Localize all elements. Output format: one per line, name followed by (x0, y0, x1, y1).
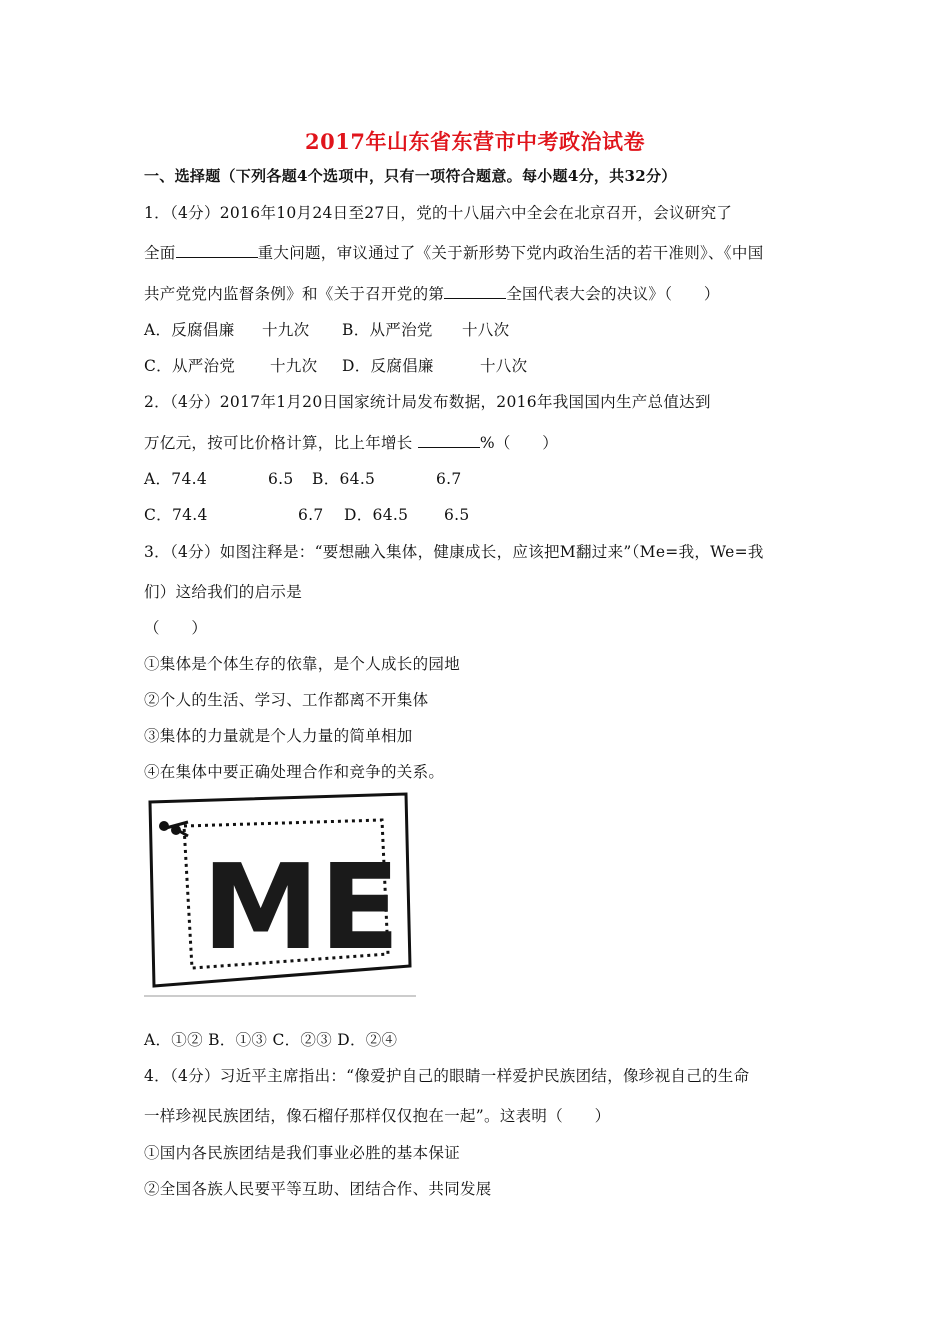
q2-option-b-value: 6.7 (436, 470, 462, 488)
q1-option-a: A．反腐倡廉 (144, 321, 235, 339)
q1-blank-1 (176, 243, 258, 258)
q2-option-a: A．74.4 (144, 470, 208, 488)
q3-answer-paren: （ ） (144, 619, 208, 637)
q4-statement-2: ②全国各族人民要平等互助、团结合作、共同发展 (144, 1180, 492, 1198)
q1-line-2 (144, 241, 764, 263)
me-figure (144, 790, 416, 998)
q1-line-3b: 全国代表大会的决议》（ ） (506, 285, 720, 303)
q2-options-row-1 (144, 467, 462, 489)
q2-option-a-value: 6.5 (268, 470, 294, 488)
q2-line-2b: %（ ） (479, 434, 559, 452)
q4-line-2: 一样珍视民族团结，像石榴仔那样仅仅抱在一起”。这表明（ ） (144, 1107, 611, 1125)
q2-option-c: C．74.4 (144, 506, 208, 524)
q3-statement-2: ②个人的生活、学习、工作都离不开集体 (144, 691, 429, 709)
q2-option-b: B．64.5 (312, 470, 376, 488)
q2-option-d: D．64.5 (344, 506, 409, 524)
q3-statement-4: ④在集体中要正确处理合作和竞争的关系。 (144, 763, 445, 781)
q3-line-2: 们）这给我们的启示是 (144, 583, 303, 601)
q1-option-d-value: 十八次 (480, 357, 528, 375)
q1-line-2a: 全面 (144, 244, 176, 262)
q1-options-row-1 (144, 318, 509, 340)
q3-statement-3: ③集体的力量就是个人力量的简单相加 (144, 727, 413, 745)
q1-option-c: C．从严治党 (144, 357, 236, 375)
q1-option-a-value: 十九次 (262, 321, 310, 339)
q2-option-c-value: 6.7 (298, 506, 324, 524)
q2-blank (418, 433, 480, 448)
section-heading: 一、选择题（下列各题4个选项中，只有一项符合题意。每小题4分，共32分） (144, 167, 677, 185)
q1-option-c-value: 十九次 (270, 357, 318, 375)
q3-options: A．①② B．①③ C．②③ D．②④ (144, 1031, 398, 1049)
q2-options-row-2 (144, 503, 470, 525)
q3-line-1: 3．（4分）如图注释是：“要想融入集体，健康成长，应该把M翻过来”（Me=我，We=我 (144, 543, 764, 561)
q1-blank-2 (444, 284, 506, 299)
q2-line-2a: 万亿元，按可比价格计算，比上年增长 (144, 434, 413, 452)
q4-line-1: 4．（4分）习近平主席指出：“像爱护自己的眼睛一样爱护民族团结，像珍视自己的生命 (144, 1067, 750, 1085)
q2-option-d-value: 6.5 (444, 506, 470, 524)
q1-option-d: D．反腐倡廉 (342, 357, 434, 375)
q3-statement-1: ①集体是个体生存的依靠，是个人成长的园地 (144, 655, 461, 673)
q1-line-1: 1．（4分）2016年10月24日至27日，党的十八届六中全会在北京召开，会议研究了 (144, 204, 733, 222)
q1-option-b: B．从严治党 (342, 321, 433, 339)
exam-title: 2017年山东省东营市中考政治试卷 (305, 129, 645, 154)
q1-line-3a: 共产党党内监督条例》和《关于召开党的第 (144, 285, 445, 303)
q1-option-b-value: 十八次 (462, 321, 510, 339)
q1-options-row-2 (144, 354, 527, 376)
q1-line-3 (144, 282, 720, 304)
q1-line-2b: 重大问题，审议通过了《关于新形势下党内政治生活的若干准则》、《中国 (257, 244, 764, 262)
q4-statement-1: ①国内各民族团结是我们事业必胜的基本保证 (144, 1144, 461, 1162)
me-figure-drawing (144, 790, 416, 998)
q2-line-2 (144, 431, 558, 453)
me-figure-text: ME (202, 838, 401, 976)
q2-line-1: 2．（4分）2017年1月20日国家统计局发布数据，2016年我国国内生产总值达到 (144, 393, 711, 411)
